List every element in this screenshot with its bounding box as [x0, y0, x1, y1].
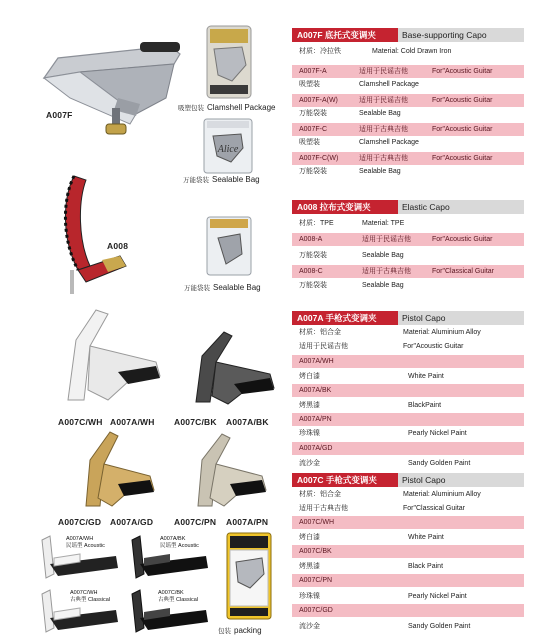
color-cn: 珍珠镍: [299, 593, 320, 600]
retail-packing-image: [226, 532, 272, 620]
model-code: A007C/GD: [299, 607, 333, 614]
a007c-bk-label: A007C/BK: [174, 417, 217, 427]
svg-text:Alice: Alice: [217, 144, 239, 155]
a007a-section-title: Pistol Capo: [402, 313, 446, 323]
a007f-row-1-model: [292, 65, 524, 78]
a008-label: A008: [107, 241, 129, 251]
model-code: A007A/GD: [299, 445, 333, 452]
sealable-bag-label-a008: [184, 283, 261, 292]
thumb-a007c-bk-label: [158, 590, 198, 604]
a007f-material-en: Material: Cold Drawn Iron: [372, 48, 452, 55]
a007a-use-row: [292, 340, 524, 353]
packing-cn: 包装: [218, 628, 231, 635]
model-code: A008-C: [299, 268, 323, 275]
sealable-bag-label-a007f: [183, 175, 260, 184]
use-en: For"Acoustic Guitar: [432, 97, 493, 104]
model-code: A007F-C(W): [299, 155, 339, 162]
use-cn: 适用于民谣吉他: [362, 236, 411, 243]
a007a-section-code: A007A 手枪式变调夹: [292, 311, 398, 325]
pack-en: Clamshell Package: [359, 139, 419, 146]
a007a-row-2-color: [292, 399, 524, 412]
color-en: BlackPaint: [408, 402, 442, 409]
model-code: A007C/BK: [299, 548, 332, 555]
a007a-row-3-model: [292, 413, 524, 426]
model-code: A007A/PN: [299, 416, 332, 423]
color-en: Pearly Nickel Paint: [408, 430, 467, 437]
color-en: White Paint: [408, 534, 444, 541]
color-cn: 流沙金: [299, 623, 320, 630]
a007f-section-title: Base-supporting Capo: [402, 30, 487, 40]
a008-material-en: Material: TPE: [362, 220, 405, 227]
a007f-row-3-pack: [292, 136, 524, 149]
thumb-a007a-bk-label: [160, 536, 199, 550]
model-code: A007A/WH: [299, 358, 334, 365]
a007f-label: A007F: [46, 110, 73, 120]
thumb-a007a-wh-label: [66, 536, 105, 550]
pack-cn: 吸塑装: [299, 81, 320, 88]
a007c-section-header: [292, 473, 524, 487]
a007c-pn-label: A007C/PN: [174, 517, 217, 527]
a007a-section-header: [292, 311, 524, 325]
pack-en: Sealable Bag: [362, 282, 404, 289]
thumb-a007a-bk-code: A007A/BK: [160, 536, 186, 542]
pack-cn: 吸塑装: [299, 139, 320, 146]
a007f-material-row: [292, 45, 524, 58]
a008-section-title: Elastic Capo: [402, 202, 450, 212]
a008-row-2-pack: [292, 279, 524, 292]
color-cn: 流沙金: [299, 460, 320, 467]
a007c-material-en: Material: Aluminium Alloy: [403, 491, 481, 498]
a007f-section-header: [292, 28, 524, 42]
pack-cn: 万能袋装: [299, 110, 327, 117]
pistol-capo-white-image: [60, 300, 170, 410]
a008-capo-image: [56, 170, 136, 300]
thumb-a007c-wh-code: A007C/WH: [70, 590, 98, 596]
a007a-material-en: Material: Aluminium Alloy: [403, 329, 481, 336]
clamshell-package-label: [178, 103, 275, 112]
a007f-capo-image: [40, 28, 190, 140]
a007a-use-en: For"Acoustic Guitar: [403, 343, 464, 350]
a008-section-code: A008 拉布式变调夹: [292, 200, 398, 214]
pack-cn: 万能袋装: [299, 252, 327, 259]
a007a-row-4-model: [292, 442, 524, 455]
a007c-gd-label: A007C/GD: [58, 517, 102, 527]
a007a-pn-label: A007A/PN: [226, 517, 269, 527]
use-en: For"Acoustic Guitar: [432, 68, 493, 75]
pack-en: Sealable Bag: [359, 110, 401, 117]
color-en: Sandy Golden Paint: [408, 460, 471, 467]
pack-en: Clamshell Package: [359, 81, 419, 88]
pack-cn: 万能袋装: [299, 282, 327, 289]
pack-en: Sealable Bag: [362, 252, 404, 259]
use-cn: 适用于古典吉他: [359, 126, 408, 133]
color-en: Pearly Nickel Paint: [408, 593, 467, 600]
a007c-row-4-color: [292, 620, 524, 633]
thumb-a007a-wh-name: 民谣型 Acoustic: [66, 543, 105, 549]
packing-label: [218, 626, 262, 635]
use-en: For"Acoustic Guitar: [432, 155, 493, 162]
a007a-bk-label: A007A/BK: [226, 417, 269, 427]
thumb-a007c-bk-name: 古典型 Classical: [158, 597, 199, 603]
a007f-row-4-model: [292, 152, 524, 165]
a007a-row-2-model: [292, 384, 524, 397]
sealable-bag-image-a008: [206, 216, 252, 276]
thumb-a007c-wh-label: [70, 590, 110, 604]
color-en: Sandy Golden Paint: [408, 623, 471, 630]
thumb-a007a-bk-name: 民谣型 Acoustic: [160, 543, 199, 549]
a007c-row-3-color: [292, 590, 524, 603]
a007c-section-code: A007C 手枪式变调夹: [292, 473, 398, 487]
sealable-bag-image-a007f: [203, 118, 253, 174]
a007c-row-1-model: [292, 516, 524, 529]
color-cn: 烤黑漆: [299, 563, 320, 570]
thumb-a007c-bk-code: A007C/BK: [158, 590, 184, 596]
color-en: Black Paint: [408, 563, 444, 570]
a008-material-row: [292, 217, 524, 230]
a007f-row-3-model: [292, 123, 524, 136]
a007a-use-cn: 适用于民谣吉他: [299, 343, 348, 350]
a007c-use-en: For"Classical Guitar: [403, 505, 465, 512]
a008-row-1-model: [292, 233, 524, 246]
color-cn: 烤白漆: [299, 373, 320, 380]
sealable-bag-en-a007f: Sealable Bag: [212, 175, 260, 184]
sealable-bag-en-a008: Sealable Bag: [213, 283, 261, 292]
a007a-material-cn: 材质：铝合金: [299, 329, 341, 336]
a008-row-1-pack: [292, 249, 524, 262]
use-en: For"Acoustic Guitar: [432, 126, 493, 133]
a007a-gd-label: A007A/GD: [110, 517, 154, 527]
a007a-wh-label: A007A/WH: [110, 417, 155, 427]
a007c-use-row: [292, 502, 524, 515]
a008-material-cn: 材质：TPE: [299, 220, 334, 227]
clamshell-package-cn: 吸塑包装: [178, 105, 204, 112]
color-cn: 烤黑漆: [299, 402, 320, 409]
model-code: A007F-A: [299, 68, 327, 75]
a007f-material-cn: 材质：冷拉铁: [299, 48, 341, 55]
model-code: A007C/WH: [299, 519, 335, 526]
a007c-row-1-color: [292, 531, 524, 544]
sealable-bag-cn-a007f: 万能袋装: [183, 177, 209, 184]
a007c-row-2-color: [292, 560, 524, 573]
clamshell-package-en: Clamshell Package: [207, 103, 276, 112]
color-en: White Paint: [408, 373, 444, 380]
a008-row-2-model: [292, 265, 524, 278]
use-cn: 适用于民谣吉他: [359, 97, 408, 104]
a007c-material-row: [292, 488, 524, 501]
pistol-capo-black-image: [190, 326, 280, 410]
a007a-row-1-model: [292, 355, 524, 368]
a007a-material-row: [292, 326, 524, 339]
a007c-use-cn: 适用于古典吉他: [299, 505, 348, 512]
thumb-a007c-wh-name: 古典型 Classical: [70, 597, 111, 603]
model-code: A007F-C: [299, 126, 328, 133]
model-code: A007F-A(W): [299, 97, 338, 104]
sealable-bag-cn-a008: 万能袋装: [184, 285, 210, 292]
a008-section-header: [292, 200, 524, 214]
color-cn: 珍珠镍: [299, 430, 320, 437]
a007c-row-2-model: [292, 545, 524, 558]
a007a-row-1-color: [292, 370, 524, 383]
a007a-row-4-color: [292, 457, 524, 470]
a007f-row-4-pack: [292, 165, 524, 178]
pistol-capo-pearl-nickel-image: [192, 428, 272, 512]
thumb-a007a-wh-code: A007A/WH: [66, 536, 94, 542]
a007c-row-3-model: [292, 574, 524, 587]
pistol-capo-gold-image: [80, 426, 160, 512]
use-cn: 适用于古典吉他: [359, 155, 408, 162]
a007c-material-cn: 材质：铝合金: [299, 491, 341, 498]
packing-en: packing: [234, 626, 262, 635]
color-cn: 烤白漆: [299, 534, 320, 541]
a007f-row-2-model: [292, 94, 524, 107]
clamshell-package-image: [206, 25, 252, 99]
use-en: For"Classical Guitar: [432, 268, 494, 275]
a007c-wh-label: A007C/WH: [58, 417, 103, 427]
use-cn: 适用于民谣吉他: [359, 68, 408, 75]
model-code: A007A/BK: [299, 387, 332, 394]
use-cn: 适用于古典吉他: [362, 268, 411, 275]
use-en: For"Acoustic Guitar: [432, 236, 493, 243]
a007f-section-code: A007F 底托式变调夹: [292, 28, 398, 42]
model-code: A008-A: [299, 236, 323, 243]
pack-cn: 万能袋装: [299, 168, 327, 175]
pack-en: Sealable Bag: [359, 168, 401, 175]
a007c-row-4-model: [292, 604, 524, 617]
a007c-section-title: Pistol Capo: [402, 475, 446, 485]
model-code: A007C/PN: [299, 577, 333, 584]
a007a-row-3-color: [292, 427, 524, 440]
a007f-row-1-pack: [292, 78, 524, 91]
a007f-row-2-pack: [292, 107, 524, 120]
